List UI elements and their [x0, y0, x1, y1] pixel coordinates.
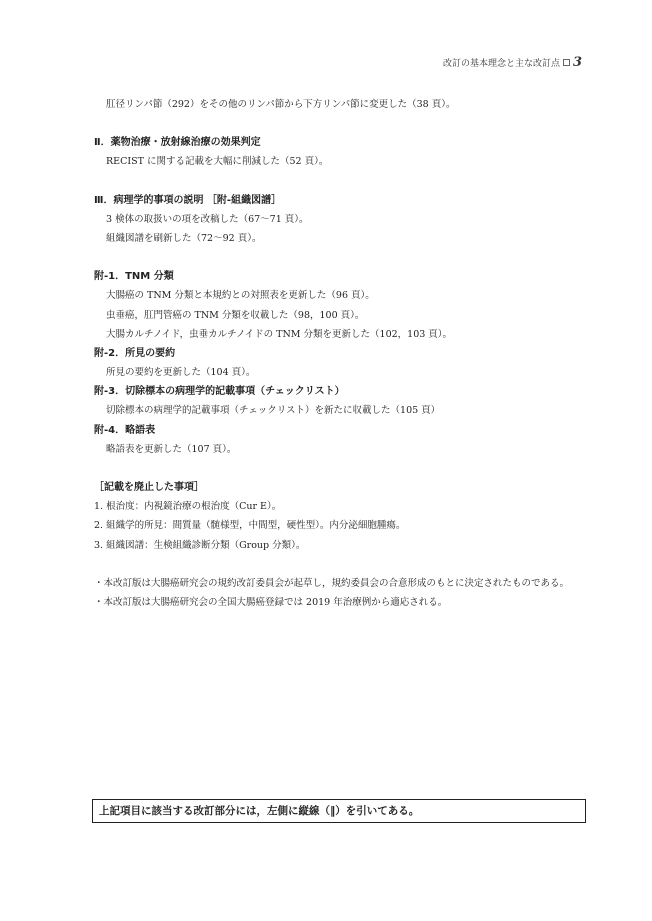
appendix-line: 切除標本の病理学的記載事項（チェックリスト）を新たに収載した（105 頁）	[106, 405, 441, 417]
note-paragraph: ・本改訂版は大腸癌研究会の規約改訂委員会が起草し，規約委員会の合意形成のもとに決定されたものである。	[94, 577, 570, 589]
abolished-title: ［記載を廃止した事項］	[94, 482, 204, 493]
section-title: Ⅱ．薬物治療・放射線治療の効果判定	[94, 137, 261, 149]
appendix-line: 大腸カルチノイド，虫垂カルチノイドの TNM 分類を更新した（102，103 頁）。	[106, 328, 453, 340]
note-paragraph: ・本改訂版は大腸癌研究会の全国大腸癌登録では 2019 年治療例から適応される。	[94, 596, 448, 608]
section-title: Ⅲ．病理学的事項の説明 ［附-組織図譜］	[94, 194, 282, 206]
main-content	[94, 95, 594, 612]
appendix-title: 附-1．TNM 分類	[94, 271, 174, 283]
section-line: 組織図譜を刷新した（72～92 頁）。	[106, 232, 262, 244]
section-line: RECIST に関する記載を大幅に削減した（52 頁）。	[106, 156, 329, 168]
appendix-line: 略語表を更新した（107 頁）。	[106, 443, 237, 455]
appendix-line: 大腸癌の TNM 分類と本規約との対照表を更新した（96 頁）。	[106, 290, 375, 302]
square-bullet-icon	[563, 59, 570, 66]
appendix-title: 附-3．切除標本の病理学的記載事項（チェックリスト）	[94, 386, 345, 398]
abolished-item: 3. 組織図譜：生検組織診断分類（Group 分類）。	[94, 539, 306, 551]
page-number: 3	[572, 55, 582, 70]
appendix-title: 附-2．所見の要約	[94, 347, 176, 359]
abolished-item: 2. 組織学的所見：間質量（髄様型，中間型，硬性型）。内分泌細胞腫瘍。	[94, 520, 406, 532]
abolished-item: 1. 根治度：内視鏡治療の根治度（Cur E）。	[94, 501, 282, 513]
intro-line: 肛径リンパ節（292）をその他のリンパ節から下方リンパ節に変更した（38 頁）。	[106, 99, 456, 110]
appendix-line: 所見の要約を更新した（104 頁）。	[106, 367, 256, 379]
section-line: 3 検体の取扱いの項を改稿した（67～71 頁）。	[106, 213, 309, 225]
appendix-line: 虫垂癌，肛門管癌の TNM 分類を収載した（98，100 頁）。	[106, 309, 365, 321]
header-text: 改訂の基本理念と主な改訂点	[442, 59, 560, 69]
appendix-title: 附-4．略語表	[94, 424, 156, 436]
running-header	[443, 55, 582, 70]
revision-marker-notice: 上記項目に該当する改訂部分には，左側に縦線（‖）を引いてある。	[92, 799, 586, 823]
